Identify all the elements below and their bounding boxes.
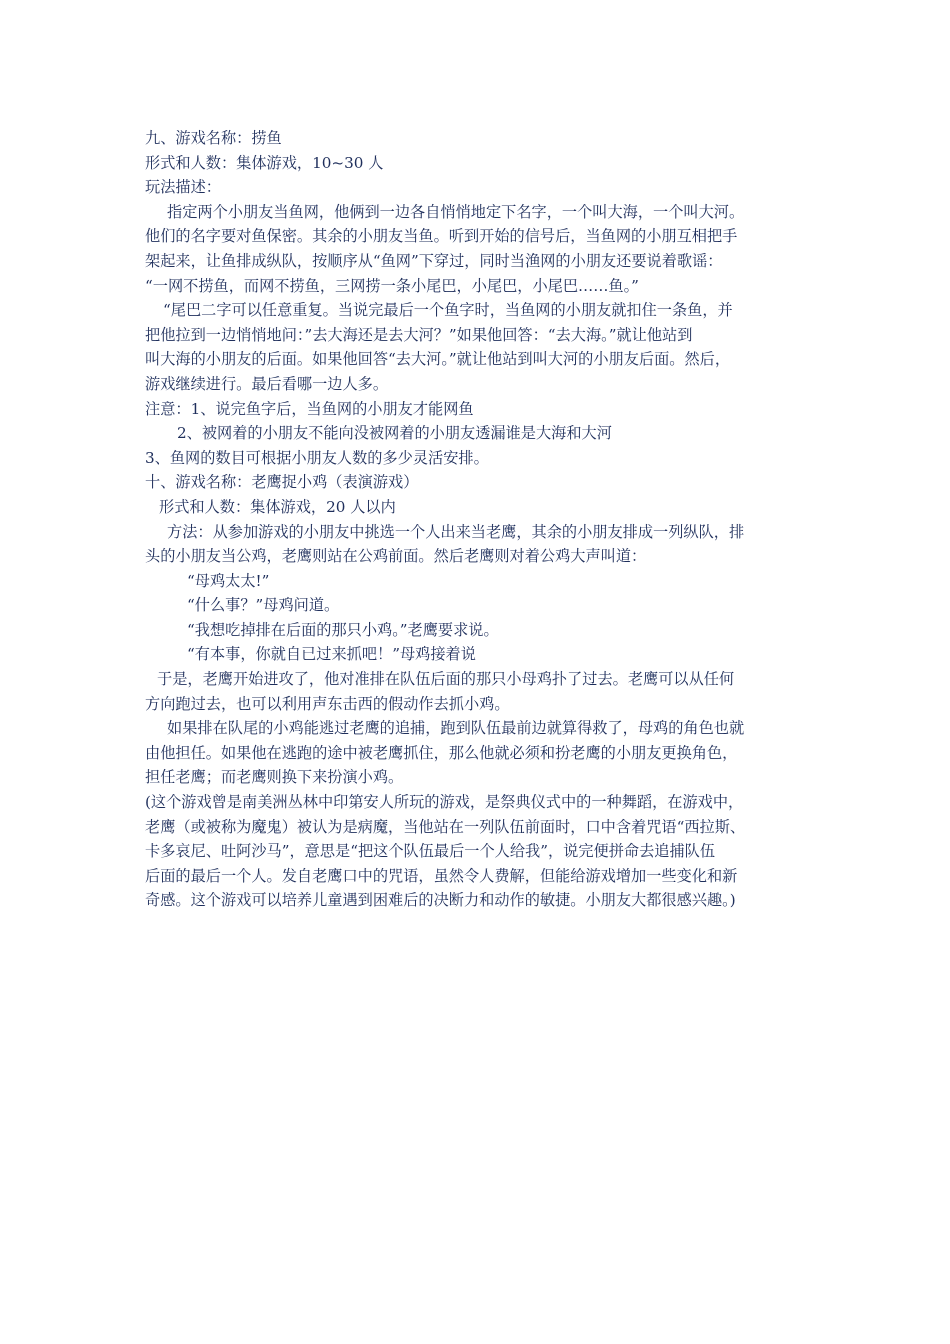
- note-line: 3、鱼网的数目可根据小朋友人数的多少灵活安排。: [145, 448, 489, 467]
- dialogue-line: “有本事，你就自已过来抓吧！”母鸡接着说: [187, 645, 476, 664]
- note-line: 注意：1、说完鱼字后，当鱼网的小朋友才能网鱼: [145, 399, 474, 418]
- paragraph-line: 叫大海的小朋友的后面。如果他回答“去大河。”就让他站到叫大河的小朋友后面。然后，: [145, 350, 731, 369]
- section-heading-10: 十、游戏名称：老鹰捉小鸡（表演游戏）: [145, 473, 419, 492]
- paragraph-line: 指定两个小朋友当鱼网，他俩到一边各自悄悄地定下名字，一个叫大海，一个叫大河。: [167, 202, 745, 221]
- paragraph-line: 架起来，让鱼排成纵队，按顺序从“鱼网”下穿过，同时当渔网的小朋友还要说着歌谣：: [145, 251, 723, 270]
- paragraph-line: 头的小朋友当公鸡，老鹰则站在公鸡前面。然后老鹰则对着公鸡大声叫道：: [145, 547, 647, 566]
- paragraph-line: “尾巴二字可以任意重复。当说完最后一个鱼字时，当鱼网的小朋友就扣住一条鱼，并: [163, 301, 733, 320]
- rhyme-line: “一网不捞鱼，而网不捞鱼，三网捞一条小尾巴，小尾巴，小尾巴……鱼。”: [145, 276, 639, 295]
- paragraph-line: 他们的名字要对鱼保密。其余的小朋友当鱼。听到开始的信号后，当鱼网的小朋互相把手: [145, 227, 738, 246]
- paragraph-line: 游戏继续进行。最后看哪一边人多。: [145, 374, 388, 393]
- document-body: [145, 126, 815, 913]
- note-paragraph-line: (这个游戏曾是南美洲丛林中印第安人所玩的游戏，是祭典仪式中的一种舞蹈，在游戏中，: [145, 793, 744, 812]
- dialogue-line: “我想吃掉排在后面的那只小鸡。”老鹰要求说。: [187, 620, 499, 639]
- note-line: 2、被网着的小朋友不能向没被网着的小朋友透漏谁是大海和大河: [177, 424, 612, 443]
- dialogue-line: “母鸡太太!”: [187, 571, 270, 590]
- paragraph-line: 由他担任。如果他在逃跑的途中被老鹰抓住，那么他就必须和扮老鹰的小朋友更换角色，: [145, 743, 738, 762]
- note-paragraph-line: 老鹰（或被称为魔鬼）被认为是病魔，当他站在一列队伍前面时，口中含着咒语“西拉斯、: [145, 817, 746, 836]
- note-paragraph-line: 奇感。这个游戏可以培养儿童遇到困难后的决断力和动作的敏捷。小朋友大都很感兴趣。): [145, 891, 736, 910]
- note-paragraph-line: 卡多哀尼、吐阿沙马”，意思是“把这个队伍最后一个人给我”，说完便拼命去追捕队伍: [145, 842, 716, 861]
- paragraph-line: 于是，老鹰开始进攻了，他对准排在队伍后面的那只小母鸡扑了过去。老鹰可以从任何: [157, 670, 735, 689]
- paragraph-line: 担任老鹰；而老鹰则换下来扮演小鸡。: [145, 768, 404, 787]
- form-and-players: 形式和人数：集体游戏，20 人以内: [159, 497, 396, 516]
- gameplay-label: 玩法描述：: [145, 178, 221, 197]
- form-and-players: 形式和人数：集体游戏，10~30 人: [145, 153, 384, 172]
- paragraph-line: 方向跑过去，也可以利用声东击西的假动作去抓小鸡。: [145, 694, 510, 713]
- paragraph-line: 方法：从参加游戏的小朋友中挑选一个人出来当老鹰，其余的小朋友排成一列纵队，排: [167, 522, 745, 541]
- paragraph-line: 把他拉到一边悄悄地问：”去大海还是去大河？”如果他回答：“去大海。”就让他站到: [145, 325, 693, 344]
- note-paragraph-line: 后面的最后一个人。发自老鹰口中的咒语，虽然令人费解，但能给游戏增加一些变化和新: [145, 866, 738, 885]
- section-heading-9: 九、游戏名称：捞鱼: [145, 129, 282, 147]
- dialogue-line: “什么事？”母鸡问道。: [187, 596, 340, 615]
- paragraph-line: 如果排在队尾的小鸡能逃过老鹰的追捕，跑到队伍最前边就算得救了，母鸡的角色也就: [167, 719, 745, 738]
